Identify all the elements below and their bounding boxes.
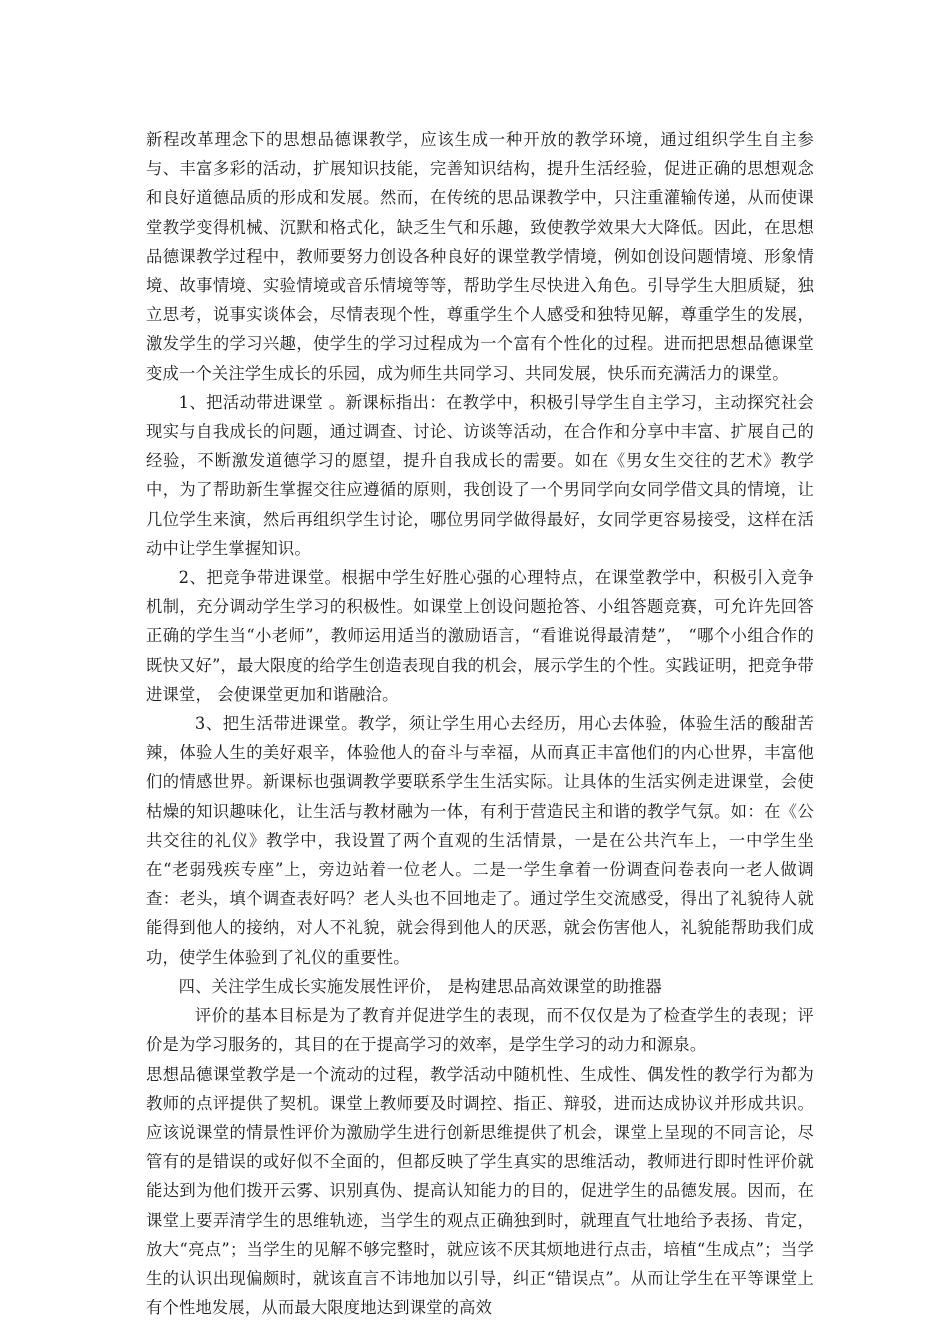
paragraph-evaluation-goal: 评价的基本目标是为了教育并促进学生的表现，而不仅仅是为了检查学生的表现；评价是为学习服务的，其目的在于提高学习的效率，是学生学习的动力和源泉。 xyxy=(146,1006,814,1055)
document-body xyxy=(146,125,814,1322)
paragraph-competition: 2、把竞争带进课堂。根据中学生好胜心强的心理特点，在课堂教学中，积极引入竞争机制，充分调动学生学习的积极性。如课堂上创设问题抢答、小组答题竞赛，可允许先回答正确的学生当“小老师”，教师运用适当的激励语言，“看谁说得最清楚”， “哪个小组合作的既快又好”，最大限度的给学生创造表现自我的机会，展示学生的个性。实践证明，把竞争带进课堂， 会使课堂更加和谐融洽。 xyxy=(146,568,814,704)
section-heading-evaluation: 四、关注学生成长实施发展性评价， 是构建思品高效课堂的助推器 xyxy=(178,976,662,996)
paragraph-life: 3、把生活带进课堂。教学，须让学生用心去经历，用心去体验，体验生活的酸甜苦辣，体验人生的美好艰辛，体验他人的奋斗与幸福，从而真正丰富他们的内心世界，丰富他们的情感世界。新课标也强调教学要联系学生生活实际。让具体的生活实例走进课堂，会使枯燥的知识趣味化，让生活与教材融为一体，有利于营造民主和谐的教学气氛。如：在《公共交往的礼仪》教学中，我设置了两个直观的生活情景，一是在公共汽车上，一中学生坐在“老弱残疾专座”上，旁边站着一位老人。二是一学生拿着一份调查问卷表向一老人做调查：老头，填个调查表好吗？老人头也不回地走了。通过学生交流感受，得出了礼貌待人就能得到他人的接纳，对人不礼貌，就会得到他人的厌恶，就会伤害他人，礼貌能帮助我们成功，使学生体验到了礼仪的重要性。 xyxy=(146,714,814,967)
paragraph-intro: 新程改革理念下的思想品德课教学，应该生成一种开放的教学环境，通过组织学生自主参与、丰富多彩的活动，扩展知识技能，完善知识结构，提升生活经验，促进正确的思想观念和良好道德品质的形成和发展。然而，在传统的思品课教学中，只注重灌输传递，从而使课堂教学变得机械、沉默和格式化，缺乏生气和乐趣，致使教学效果大大降低。因此，在思想品德课教学过程中，教师要努力创设各种良好的课堂教学情境，例如创设问题情境、形象情境、故事情境、实验情境或音乐情境等等，帮助学生尽快进入角色。引导学生大胆质疑，独立思考，说事实谈体会，尽情表现个性，尊重学生个人感受和独特见解，尊重学生的发展，激发学生的学习兴趣，使学生的学习过程成为一个富有个性化的过程。进而把思想品德课堂变成一个关注学生成长的乐园，成为师生共同学习、共同发展，快乐而充满活力的课堂。 xyxy=(146,130,814,383)
paragraph-classroom-evaluation: 思想品德课堂教学是一个流动的过程，教学活动中随机性、生成性、偶发性的教学行为都为教师的点评提供了契机。课堂上教师要及时调控、指正、辩驳，进而达成协议并形成共识。应该说课堂的情景性评价为激励学生进行创新思维提供了机会，课堂上呈现的不同言论，尽管有的是错误的或好似不全面的，但都反映了学生真实的思维活动，教师进行即时性评价就能达到为他们拨开云雾、识别真伪、提高认知能力的目的，促进学生的品德发展。因而，在课堂上要弄清学生的思维轨迹，当学生的观点正确独到时，就理直气壮地给予表扬、肯定，放大“亮点”；当学生的见解不够完整时，就应该不厌其烦地进行点击，培植“生成点”；当学生的认识出现偏颇时，就该直言不讳地加以引导，纠正“错误点”。从而让学生在平等课堂上有个性地发展，从而最大限度地达到课堂的高效 xyxy=(146,1064,814,1318)
paragraph-activity: 1、把活动带进课堂 。新课标指出：在教学中，积极引导学生自主学习，主动探究社会现实与自我成长的问题，通过调查、讨论、访谈等活动，在合作和分享中丰富、扩展自己的经验，不断激发道德学习的愿望，提升自我成长的需要。如在《男女生交往的艺术》教学中，为了帮助新生掌握交往应遵循的原则，我创设了一个男同学向女同学借文具的情境，让几位学生来演，然后再组织学生讨论，哪位男同学做得最好，女同学更容易接受，这样在活动中让学生掌握知识。 xyxy=(146,392,814,558)
